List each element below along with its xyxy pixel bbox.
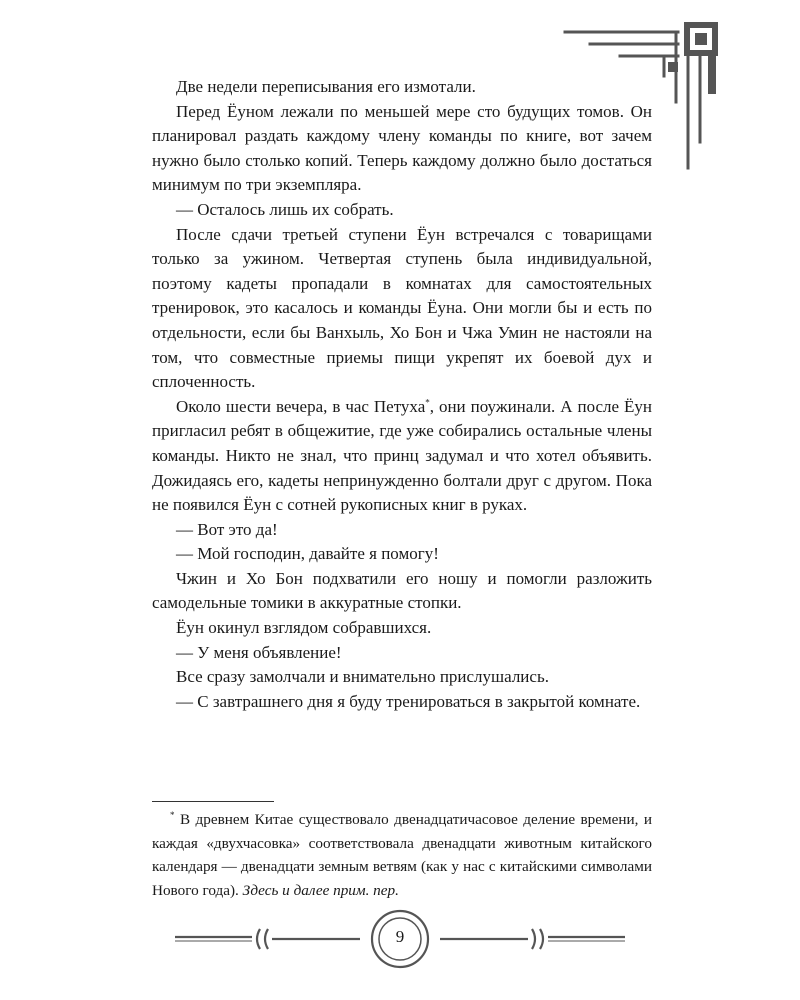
footnote-mark: * — [170, 809, 175, 820]
paragraph: Две недели переписывания его измотали. — [176, 77, 476, 96]
paragraph: Все сразу замолчали и внимательно прислушались. — [176, 667, 549, 687]
paragraph: После сдачи третьей ступени Ёун встречался с товарищами только за ужином. Четвертая ступень была индивидуальной, поэтому кадеты пропадали в комнатах для самостоятельных тренировок, это касалось и команды Ёуна. Они могли бы и есть по отдельности, если бы Ванхыль, Хо Бон и Чжа Умин не настояли на том, что совместные приемы пищи укрепят их боевой дух и сплоченность. — [152, 224, 652, 392]
paragraph: Перед Ёуном лежали по меньшей мере сто будущих томов. Он планировал раздать каждому члену команды по книге, вот зачем нужно было столько копий. Теперь каждому должно было достаться минимум по три экземпляра. — [152, 101, 652, 195]
paragraph: — С завтрашнего дня я буду тренироваться в закрытой комнате. — [176, 691, 641, 711]
footnote-divider — [152, 801, 274, 802]
paragraph-with-footnote-ref — [152, 395, 652, 518]
paragraph: — Осталось лишь их собрать. — [176, 199, 394, 219]
footnote-note: Здесь и далее прим. пер. — [242, 881, 399, 899]
paragraph: Чжин и Хо Бон подхватили его ношу и помогли разложить самодельные томики в аккуратные стопки. — [152, 568, 652, 613]
paragraph-text: , они поужинали. А после Ёун пригласил ребят в общежитие, где уже собирались остальные члены команды. Никто не знал, что принц задумал и что хотел объявить. Дожидаясь его, кадеты непринужденно болтали друг с другом. Пока не появился Ёун с сотней рукописных книг в руках. — [152, 396, 652, 515]
paragraph: — Мой господин, давайте я помогу! — [176, 544, 439, 564]
paragraph: — Вот это да! — [176, 519, 278, 539]
paragraph: — У меня объявление! — [176, 642, 342, 662]
footnote — [152, 808, 652, 902]
footnote-ref[interactable]: * — [425, 397, 430, 408]
paragraph-text: Около шести вечера, в час Петуха — [176, 396, 426, 416]
paragraph: Ёун окинул взглядом собравшихся. — [176, 618, 432, 638]
page-number: 9 — [395, 927, 405, 946]
main-text — [152, 75, 652, 714]
footnote-text: В древнем Китае существовало двенадцатичасовое деление времени, и каждая «двухчасовка» соответствовала двенадцати животным китайского календаря — двенадцати земным ветвям (как у нас с китайскими символами Нового года). — [152, 811, 652, 899]
